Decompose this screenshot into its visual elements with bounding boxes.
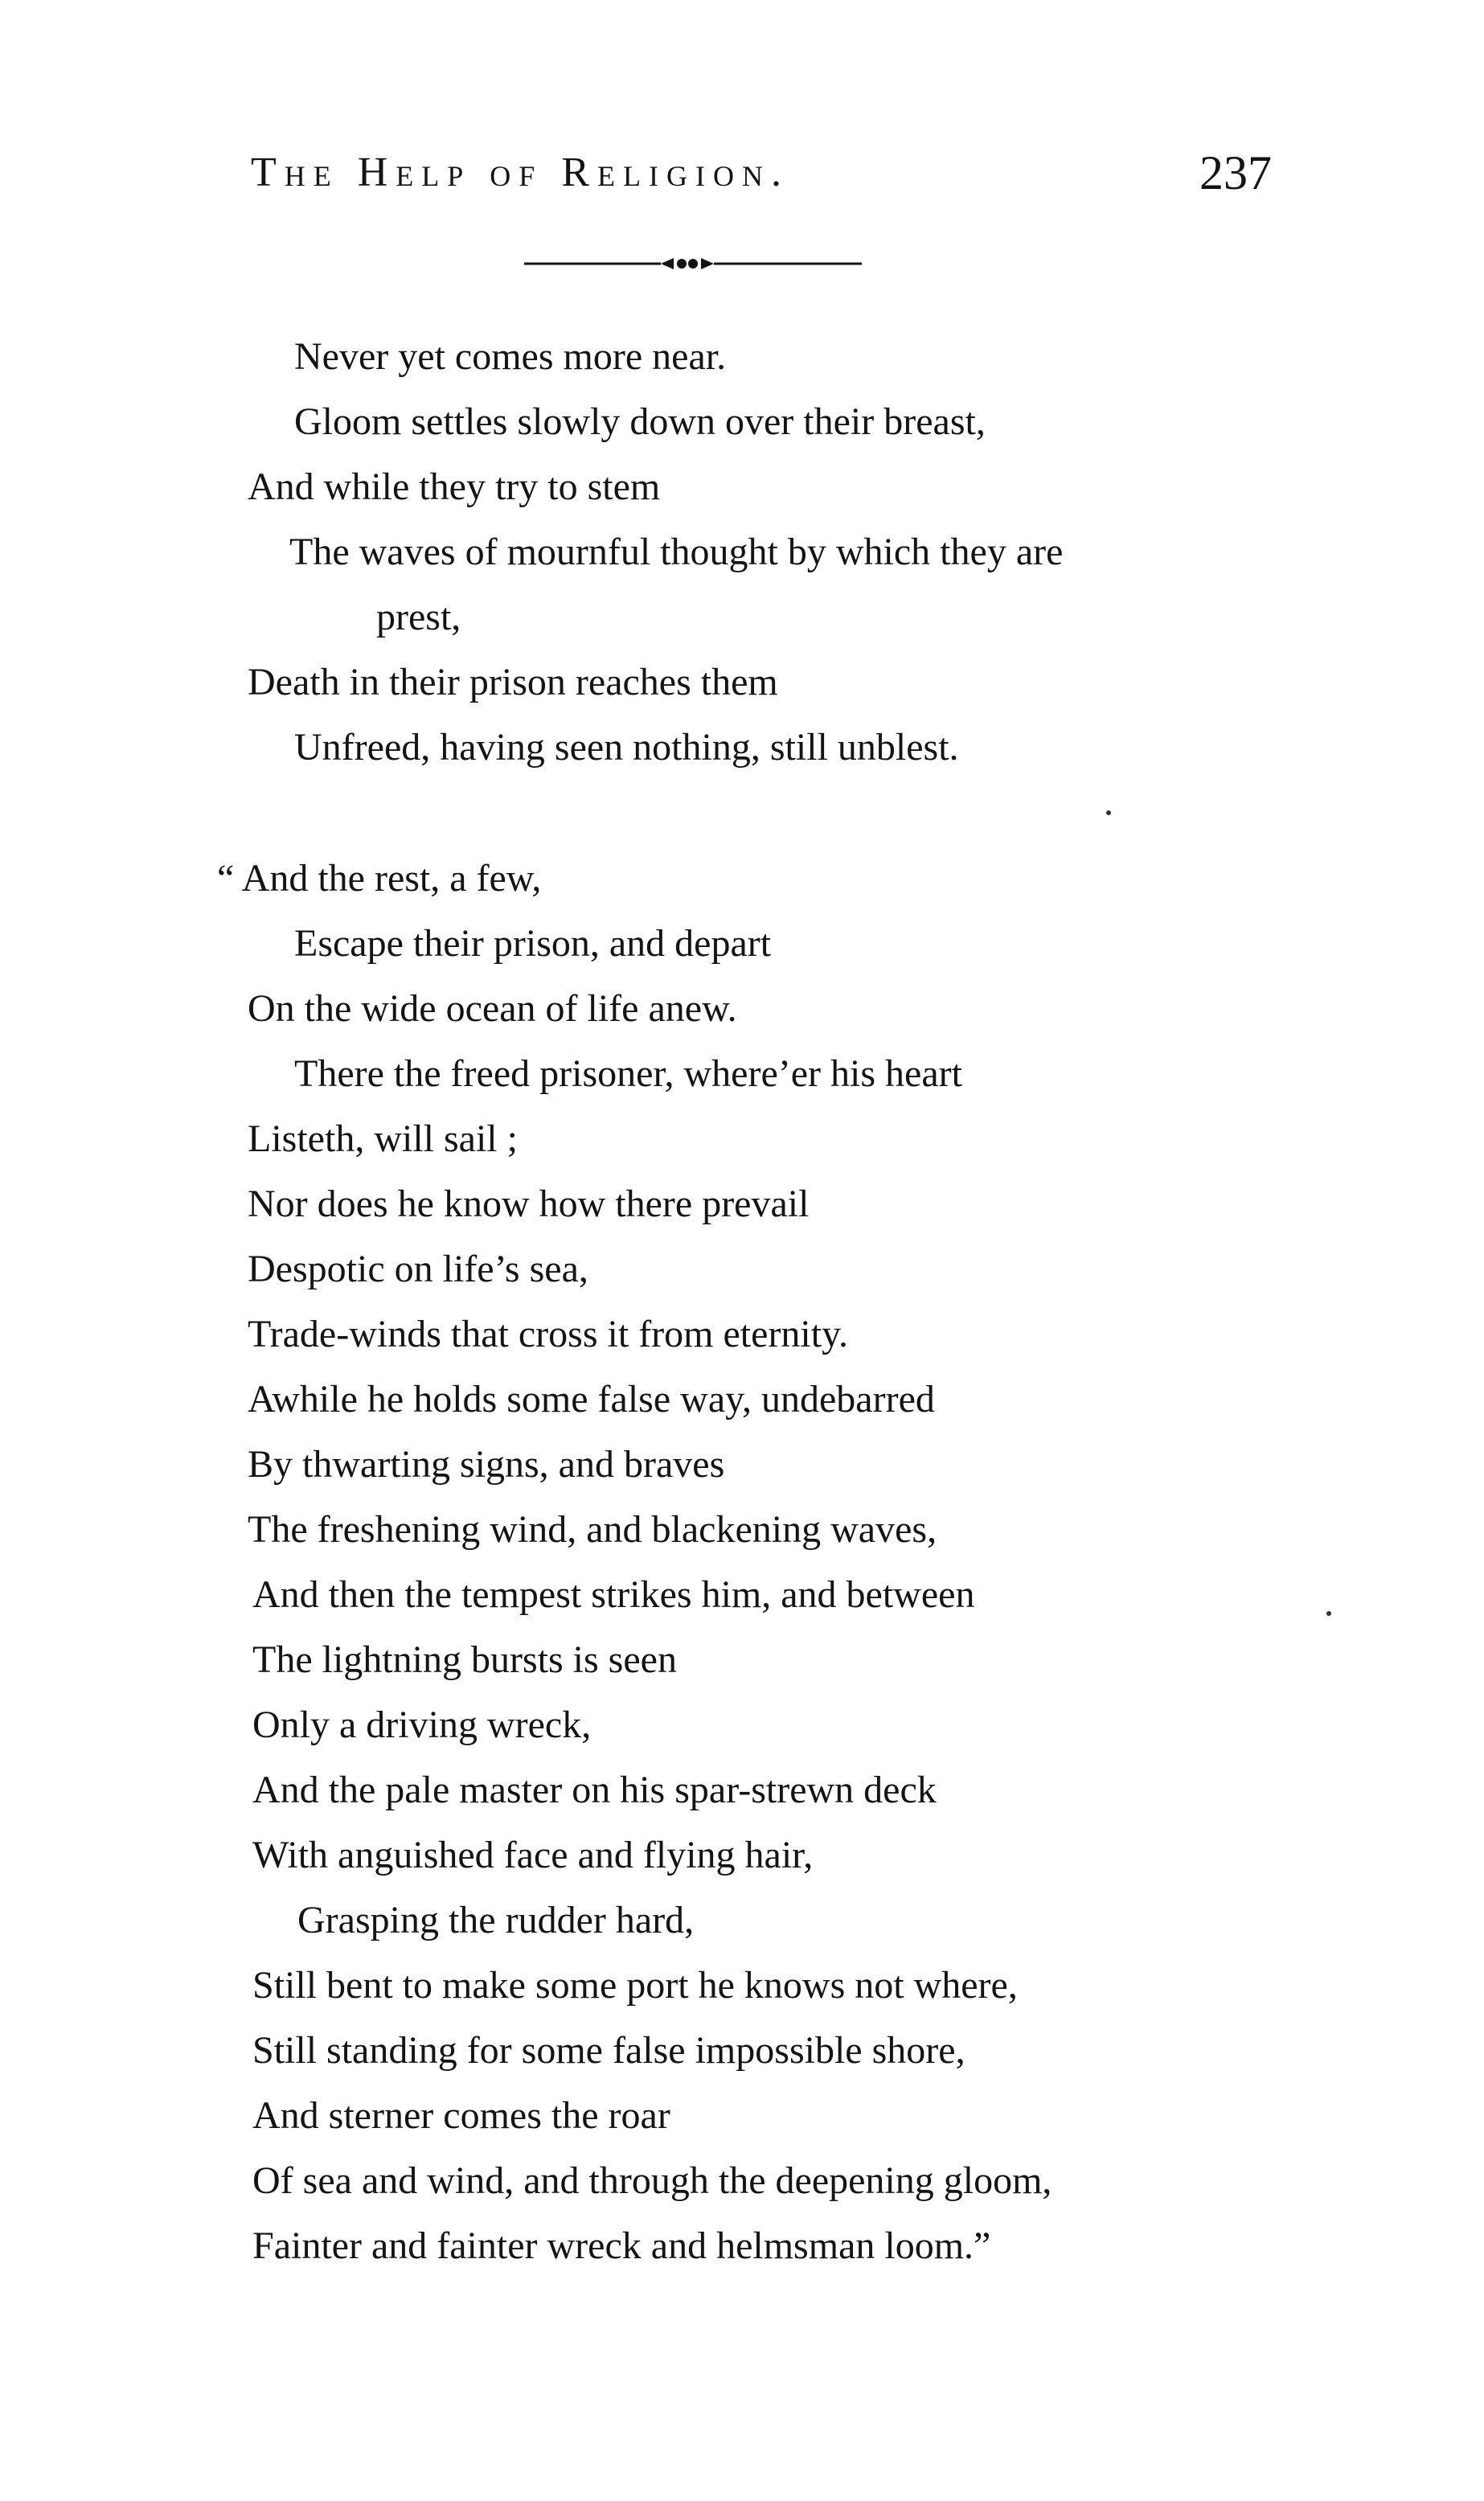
verse-line: Fainter and fainter wreck and helmsman loom.” bbox=[252, 2224, 991, 2267]
verse-line: Trade-winds that cross it from eternity. bbox=[248, 1313, 848, 1355]
verse-line: “ And the rest, a few, bbox=[217, 857, 542, 900]
verse-line: Death in their prison reaches them bbox=[248, 661, 778, 703]
verse-line: Despotic on life’s sea, bbox=[248, 1248, 588, 1290]
verse-line: And the pale master on his spar-strewn deck bbox=[252, 1769, 937, 1811]
verse-line: Of sea and wind, and through the deepening gloom, bbox=[252, 2159, 1052, 2202]
verse-line: On the wide ocean of life anew. bbox=[248, 987, 737, 1030]
verse-line: With anguished face and flying hair, bbox=[252, 1834, 814, 1876]
verse-line: Still bent to make some port he knows not where, bbox=[252, 1964, 1018, 2007]
verse-line: The waves of mournful thought by which they are bbox=[289, 531, 1064, 573]
verse-line: The lightning bursts is seen bbox=[252, 1638, 677, 1681]
verse-line: Unfreed, having seen nothing, still unblest. bbox=[294, 726, 959, 769]
verse-line: The freshening wind, and blackening waves, bbox=[248, 1508, 937, 1551]
verse-line: Never yet comes more near. bbox=[294, 335, 727, 378]
verse-line: Only a driving wreck, bbox=[252, 1704, 592, 1746]
verse-line: Grasping the rudder hard, bbox=[297, 1899, 695, 1941]
verse-line: And while they try to stem bbox=[248, 465, 661, 508]
print-speck bbox=[1326, 1611, 1331, 1616]
verse-line: And then the tempest strikes him, and between bbox=[252, 1573, 975, 1616]
verse-line: Gloom settles slowly down over their breast, bbox=[294, 400, 986, 443]
verse-line: And sterner comes the roar bbox=[252, 2094, 670, 2137]
verse-line: Nor does he know how there prevail bbox=[248, 1183, 810, 1225]
verse-line: There the freed prisoner, where’er his heart bbox=[294, 1052, 962, 1095]
verse-line: prest, bbox=[376, 596, 461, 638]
verse-line: Escape their prison, and depart bbox=[294, 922, 772, 965]
print-speck bbox=[1106, 810, 1111, 815]
verse-line: Awhile he holds some false way, undebarred bbox=[248, 1378, 935, 1421]
running-head bbox=[251, 137, 1272, 209]
verse-line: By thwarting signs, and braves bbox=[248, 1443, 725, 1486]
ornament-rule-icon bbox=[524, 256, 862, 272]
running-title: The Help of Religion. bbox=[251, 150, 789, 195]
verse-line: Still standing for some false impossible shore, bbox=[252, 2029, 965, 2072]
verse-line: Listeth, will sail ; bbox=[248, 1117, 518, 1160]
page-number: 237 bbox=[1199, 146, 1272, 199]
